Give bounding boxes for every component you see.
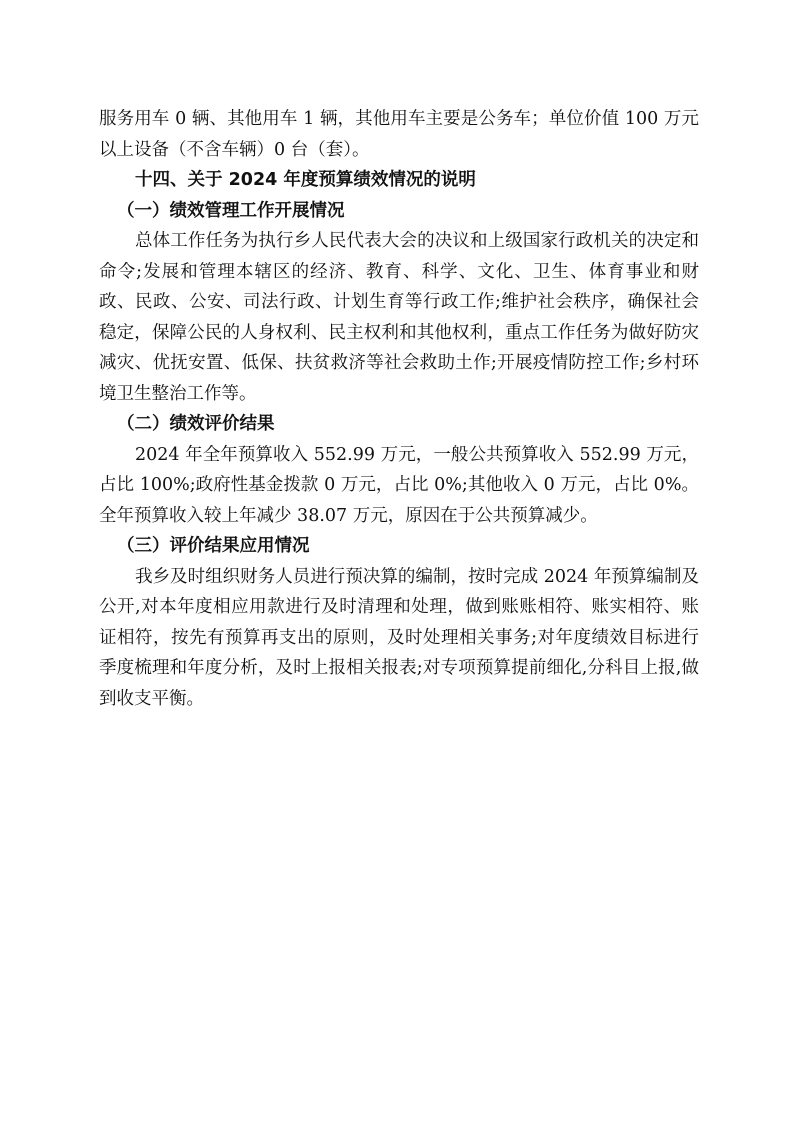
subsection-2-body: 2024 年全年预算收入 552.99 万元，一般公共预算收入 552.99 万元，占比 100%;政府性基金拨款 0 万元，占比 0%;其他收入 0 万元，占比 0%。全年预算收入较上年减少 38.07 万元，原因在于公共预算减少。: [99, 444, 699, 526]
continuation-paragraph: 服务用车 0 辆、其他用车 1 辆，其他用车主要是公务车；单位价值 100 万元以上设备（不含车辆）0 台（套）。: [99, 109, 699, 160]
subsection-3-heading: （三）评价结果应用情况: [117, 536, 310, 556]
section-heading: 十四、关于 2024 年度预算绩效情况的说明: [135, 170, 476, 190]
subsection-3-body: 我乡及时组织财务人员进行预决算的编制，按时完成 2024 年预算编制及公开,对本年度相应用款进行及时清理和处理，做到账账相符、账实相符、账证相符，按先有预算再支出的原则，及时处理相关事务;对年度绩效目标进行季度梳理和年度分析，及时上报相关报表;对专项预算提前细化,分科目上报,做到收支平衡。: [99, 566, 699, 709]
subsection-1-heading: （一）绩效管理工作开展情况: [117, 200, 345, 221]
subsection-2-heading: （二）绩效评价结果: [117, 414, 275, 434]
subsection-1-body: 总体工作任务为执行乡人民代表大会的决议和上级国家行政机关的决定和命令;发展和管理本辖区的经济、教育、科学、文化、卫生、体育事业和财政、民政、公安、司法行政、计划生育等行政工作;维护社会秩序，确保社会稳定，保障公民的人身权利、民主权利和其他权利，重点工作任务为做好防灾减灾、优抚安置、低保、扶贫救济等社会救助土作;开展疫情防控工作;乡村环境卫生整治工作等。: [99, 231, 699, 404]
document-content: [99, 104, 699, 714]
